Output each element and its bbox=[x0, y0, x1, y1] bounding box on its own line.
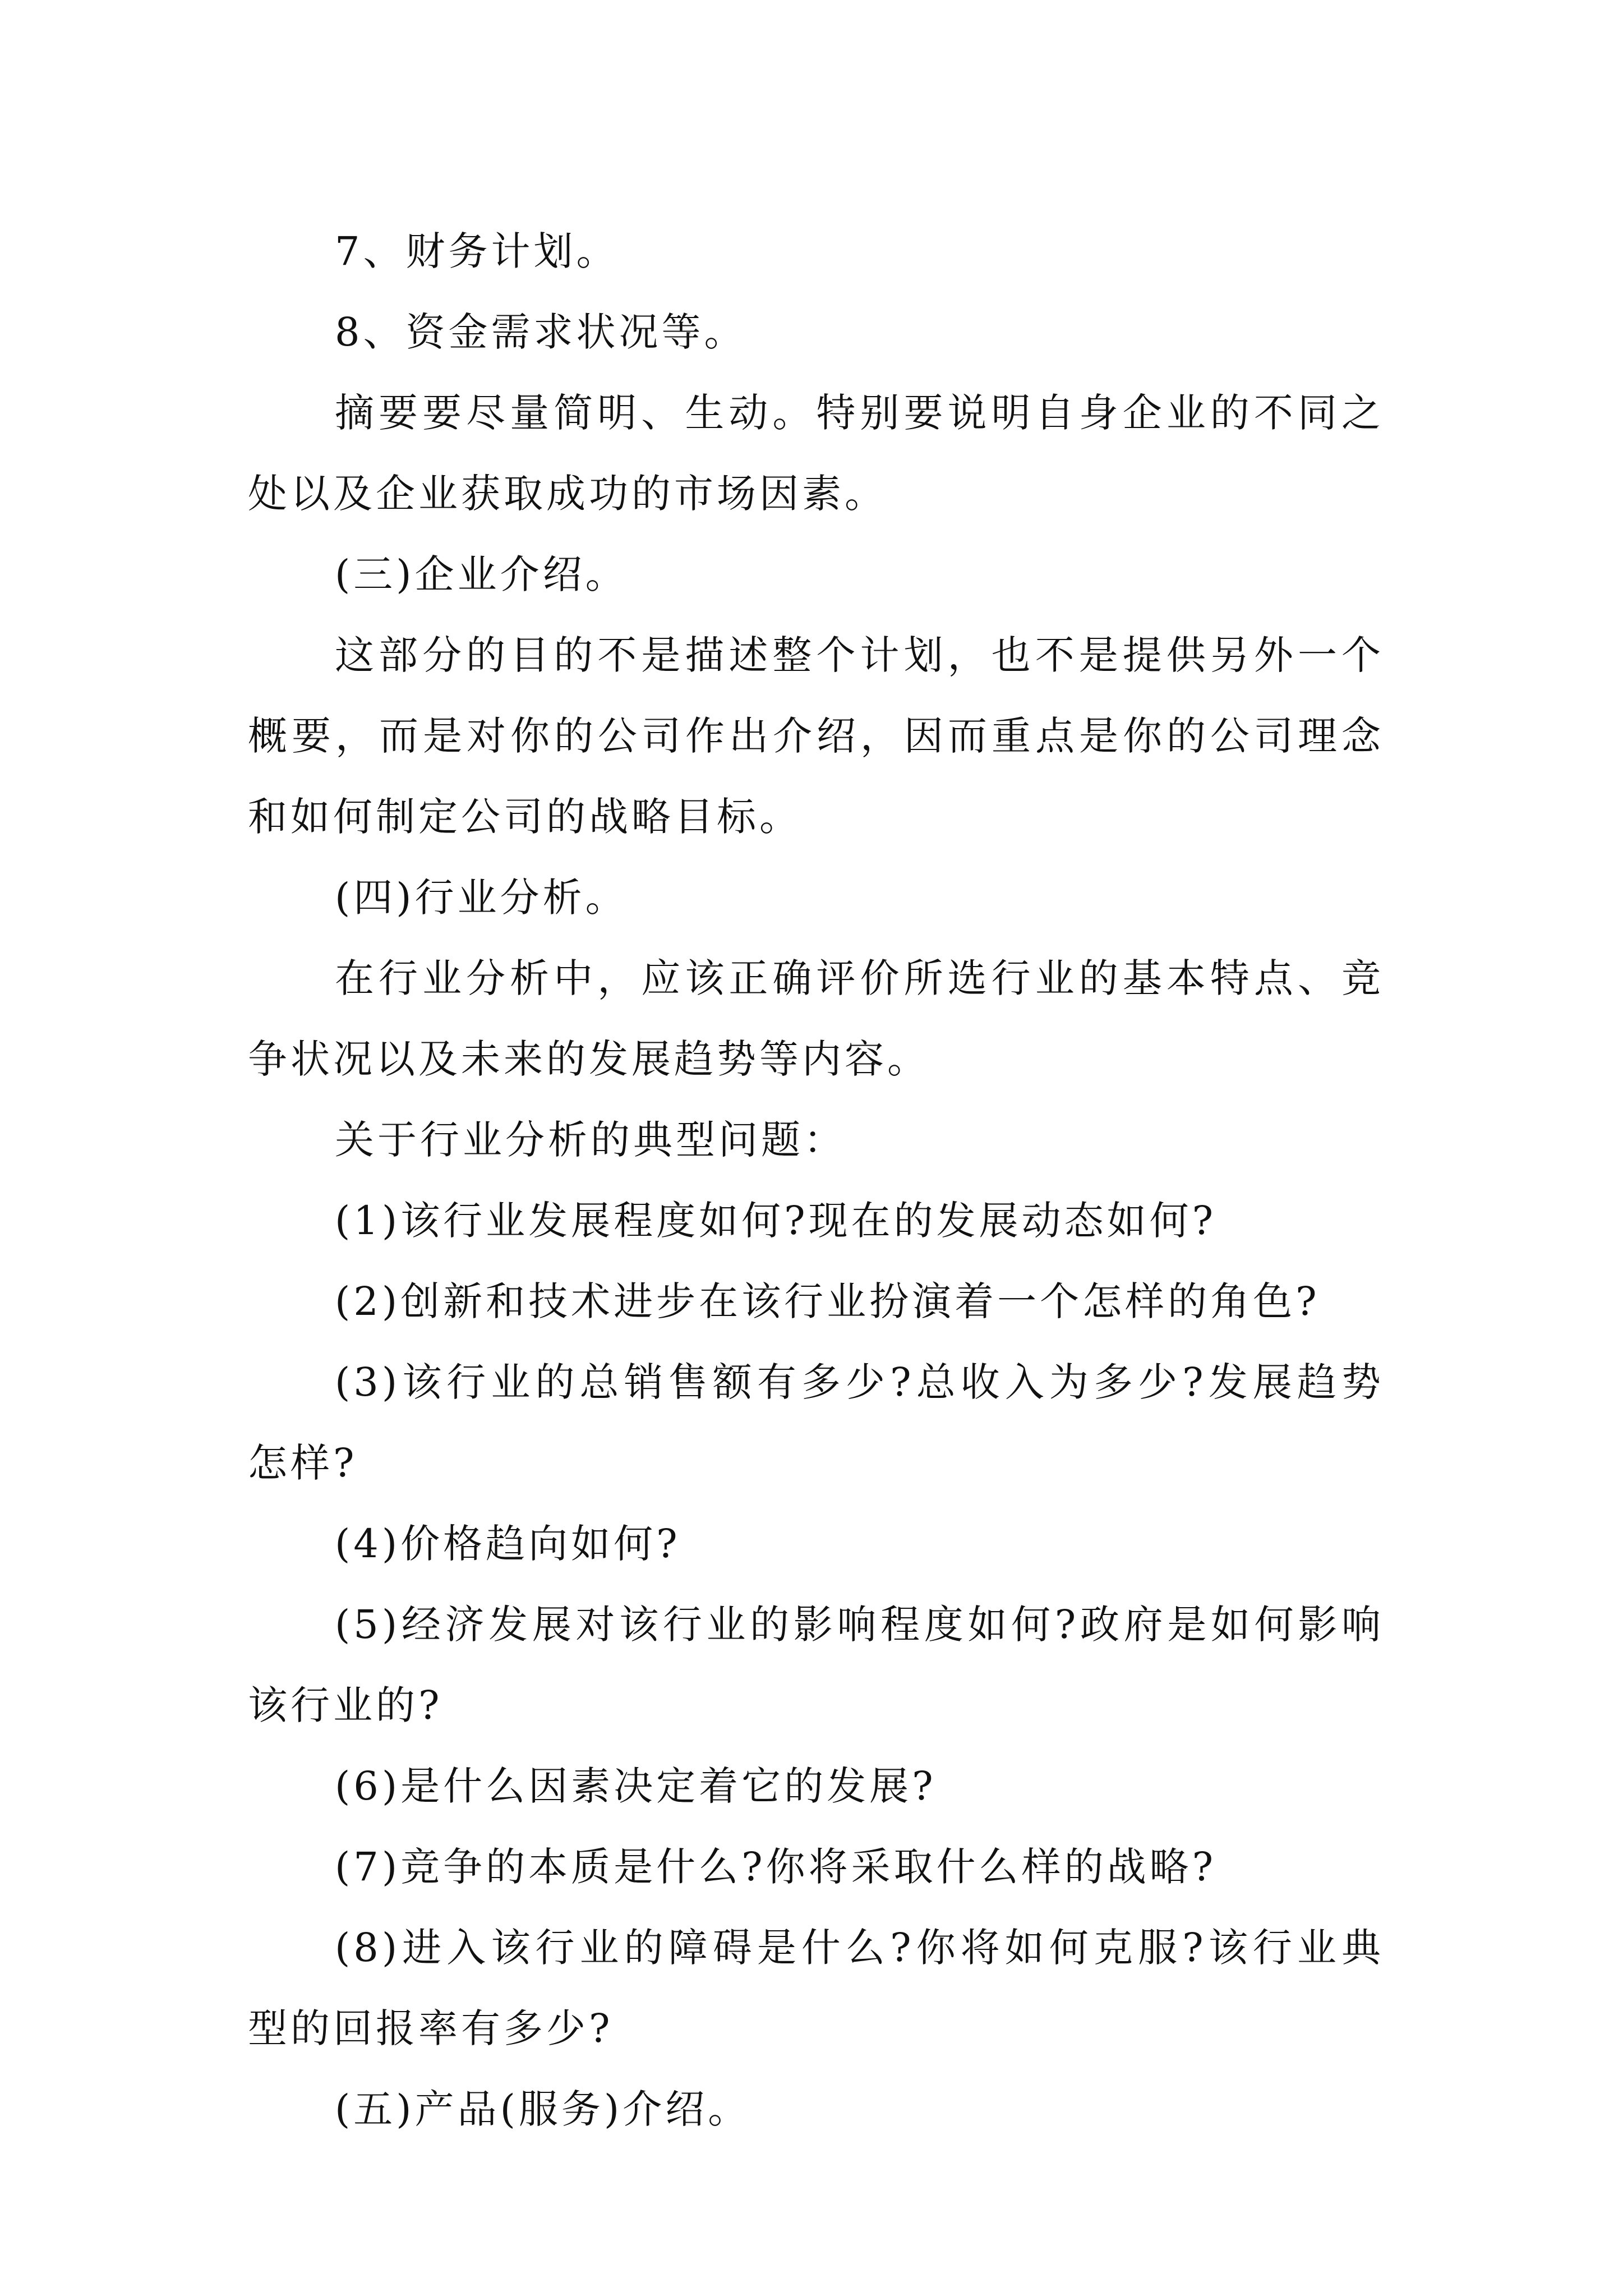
paragraph-industry-analysis: 在行业分析中，应该正确评价所选行业的基本特点、竞争状况以及未来的发展趋势等内容。 bbox=[248, 955, 1384, 1082]
document-body bbox=[248, 211, 1384, 2150]
question-item-4: (4)价格趋向如何? bbox=[335, 1521, 681, 1567]
section-heading-product-service: (五)产品(服务)介绍。 bbox=[335, 2086, 751, 2132]
paragraph-summary-guidance: 摘要要尽量简明、生动。特别要说明自身企业的不同之处以及企业获取成功的市场因素。 bbox=[248, 390, 1384, 517]
question-item-6: (6)是什么因素决定着它的发展? bbox=[335, 1763, 937, 1809]
question-item-3: (3)该行业的总销售额有多少?总收入为多少?发展趋势怎样? bbox=[248, 1359, 1384, 1486]
question-item-5: (5)经济发展对该行业的影响程度如何?政府是如何影响该行业的? bbox=[248, 1602, 1384, 1728]
paragraph-funding-needs: 8、资金需求状况等。 bbox=[335, 309, 747, 355]
question-item-8: (8)进入该行业的障碍是什么?你将如何克服?该行业典型的回报率有多少? bbox=[248, 1925, 1384, 2051]
question-item-7: (7)竞争的本质是什么?你将采取什么样的战略? bbox=[335, 1844, 1217, 1890]
question-item-1: (1)该行业发展程度如何?现在的发展动态如何? bbox=[335, 1198, 1217, 1244]
section-heading-industry-analysis: (四)行业分析。 bbox=[335, 875, 628, 921]
section-heading-company-intro: (三)企业介绍。 bbox=[335, 551, 628, 597]
paragraph-financial-plan: 7、财务计划。 bbox=[335, 228, 619, 274]
question-item-2: (2)创新和技术进步在该行业扮演着一个怎样的角色? bbox=[335, 1278, 1320, 1324]
paragraph-typical-questions-intro: 关于行业分析的典型问题： bbox=[335, 1117, 846, 1163]
paragraph-company-intro: 这部分的目的不是描述整个计划，也不是提供另外一个概要，而是对你的公司作出介绍，因而重点是你的公司理念和如何制定公司的战略目标。 bbox=[248, 632, 1384, 840]
